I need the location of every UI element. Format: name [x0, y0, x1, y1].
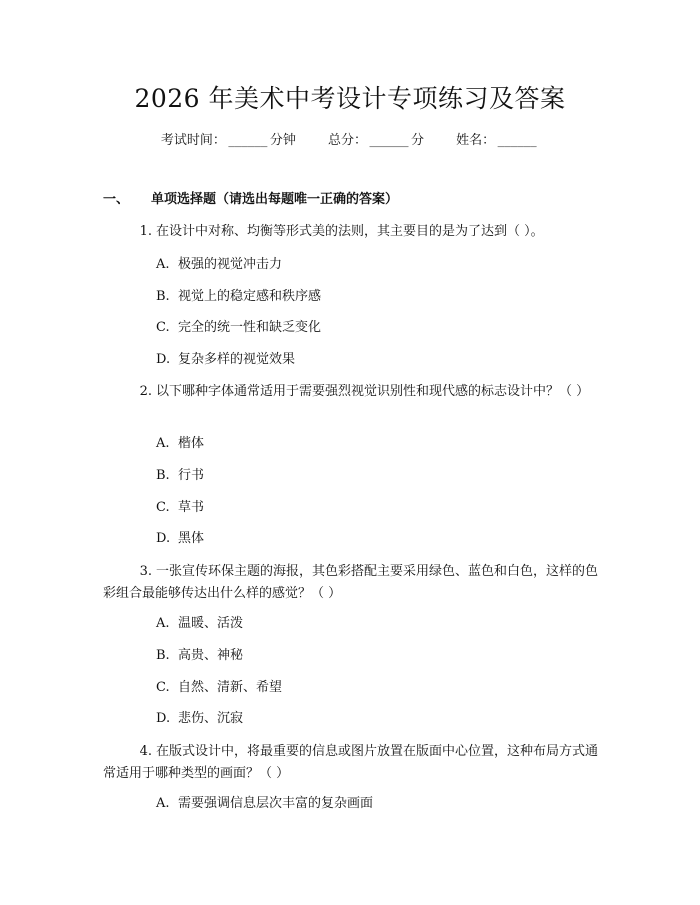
option-text: 需要强调信息层次丰富的复杂画面 — [178, 796, 374, 811]
q3-option-b — [156, 646, 243, 666]
q2-option-b — [156, 466, 204, 486]
q1-option-b — [156, 287, 321, 307]
question-text: 一张宣传环保主题的海报，其色彩搭配主要采用绿色、蓝色和白色，这样的色彩组合最能够传达出什么样的感觉？（ ） — [103, 564, 599, 601]
option-text: 视觉上的稳定感和秩序感 — [178, 289, 322, 304]
option-letter: B. — [156, 468, 170, 483]
question-number: 1. — [139, 224, 152, 239]
option-text: 复杂多样的视觉效果 — [178, 352, 296, 367]
q4-option-a — [156, 794, 373, 814]
q2-option-d — [156, 529, 204, 549]
option-letter: D. — [156, 531, 171, 546]
section-number: 一、 — [103, 192, 130, 207]
option-text: 温暖、活泼 — [178, 616, 244, 631]
option-text: 极强的视觉冲击力 — [178, 257, 283, 272]
question-number: 3. — [139, 564, 152, 579]
option-text: 黑体 — [178, 531, 205, 546]
section-heading — [103, 190, 398, 210]
option-text: 行书 — [178, 468, 205, 483]
q3-option-a — [156, 614, 243, 634]
page-title: 2026 年美术中考设计专项练习及答案 — [134, 84, 566, 113]
option-text: 楷体 — [178, 436, 205, 451]
option-letter: A. — [156, 796, 170, 811]
exam-time-unit: 分钟 — [269, 133, 296, 148]
option-letter: C. — [156, 320, 170, 335]
q3-option-d — [156, 709, 243, 729]
total-score-field — [328, 133, 428, 148]
exam-info-line — [0, 131, 700, 151]
option-letter: D. — [156, 352, 171, 367]
option-letter: B. — [156, 648, 170, 663]
q2-option-a — [156, 434, 204, 454]
question-text: 以下哪种字体通常适用于需要强烈视觉识别性和现代感的标志设计中？（ ） — [156, 384, 590, 399]
q1-option-c — [156, 318, 321, 338]
option-letter: C. — [156, 680, 170, 695]
student-name-label: 姓名： — [456, 133, 496, 148]
q1-option-a — [156, 255, 282, 275]
q1-option-d — [156, 350, 295, 370]
question-3 — [103, 561, 599, 605]
exam-time-blank: ______ — [228, 133, 268, 148]
total-score-label: 总分： — [327, 133, 367, 148]
option-letter: C. — [156, 500, 170, 515]
option-letter: B. — [156, 289, 170, 304]
option-text: 完全的统一性和缺乏变化 — [178, 320, 322, 335]
question-number: 4. — [139, 744, 152, 759]
section-title: 单项选择题（请选出每题唯一正确的答案） — [151, 192, 399, 207]
student-name-field — [456, 133, 539, 148]
question-number: 2. — [139, 384, 152, 399]
q2-option-c — [156, 498, 204, 518]
option-text: 高贵、神秘 — [178, 648, 244, 663]
question-2 — [103, 381, 599, 403]
question-text: 在设计中对称、均衡等形式美的法则，其主要目的是为了达到（ ）。 — [156, 224, 544, 239]
option-text: 悲伤、沉寂 — [178, 711, 244, 726]
exam-time-label: 考试时间： — [160, 133, 226, 148]
question-1 — [103, 221, 599, 243]
student-name-blank: ______ — [497, 133, 537, 148]
option-text: 草书 — [178, 500, 205, 515]
option-letter: D. — [156, 711, 171, 726]
question-text: 在版式设计中，将最重要的信息或图片放置在版面中心位置，这种布局方式通常适用于哪种类型的画面？（ ） — [103, 744, 599, 781]
q3-option-c — [156, 678, 282, 698]
option-letter: A. — [156, 616, 170, 631]
total-score-blank: ______ — [369, 133, 409, 148]
option-letter: A. — [156, 257, 170, 272]
option-letter: A. — [156, 436, 170, 451]
question-4 — [103, 741, 599, 785]
exam-time-field — [161, 133, 300, 148]
option-text: 自然、清新、希望 — [178, 680, 283, 695]
total-score-unit: 分 — [411, 133, 425, 148]
